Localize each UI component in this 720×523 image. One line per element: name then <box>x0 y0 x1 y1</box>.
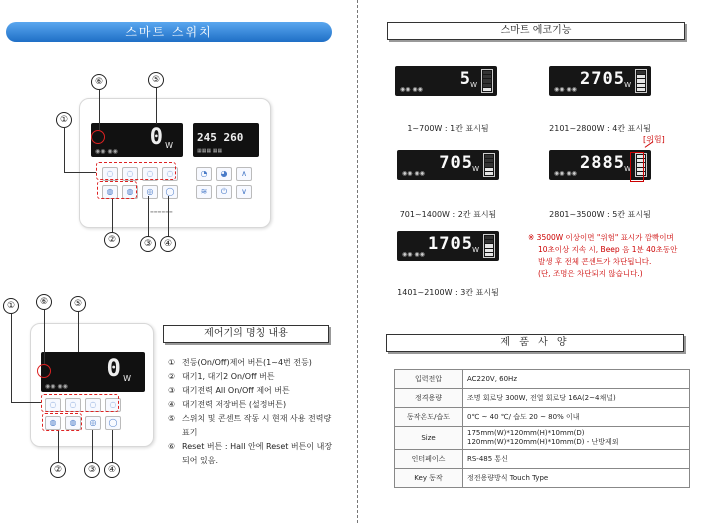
eco-level-bar <box>483 71 491 74</box>
leader-2-small <box>58 431 59 462</box>
spec-key: 입력전압 <box>395 370 463 389</box>
callout-2-small: ② <box>50 462 66 478</box>
thermo-power-button[interactable]: ⏻ <box>216 185 232 199</box>
thermo-fan-button[interactable]: ≋ <box>196 185 212 199</box>
eco-display-panel <box>549 66 651 96</box>
spec-key: Size <box>395 427 463 450</box>
table-row <box>395 450 690 469</box>
table-row <box>395 370 690 389</box>
eco-level-bar <box>485 159 493 162</box>
callout-3: ③ <box>140 236 156 252</box>
thermostat-icons: ▦▦▦ ▦▦ <box>197 148 223 154</box>
callout-3-small: ③ <box>84 462 100 478</box>
leader-2 <box>112 199 113 232</box>
eco-mode-icons: ◉◉ ◉◉ <box>554 170 577 177</box>
leader-5-small <box>78 312 79 352</box>
eco-display-panel <box>397 150 499 180</box>
table-row <box>395 469 690 488</box>
standby-all-button[interactable]: ◎ <box>142 185 158 199</box>
eco-level-bars <box>481 69 493 93</box>
callout-box-light-buttons <box>96 162 176 180</box>
reset-button-marker-small <box>37 364 51 378</box>
spec-value: RS-485 통신 <box>463 450 690 469</box>
eco-power-unit: W <box>624 165 631 173</box>
standby-2-button-small[interactable]: ◍ <box>65 416 81 430</box>
leader-4 <box>168 196 169 236</box>
eco-power-unit: W <box>624 81 631 89</box>
callout-4-small: ④ <box>104 462 120 478</box>
spec-key: 인터페이스 <box>395 450 463 469</box>
light-4-button-small[interactable]: ◌ <box>105 398 121 412</box>
power-display-screen <box>91 123 183 157</box>
eco-level-bar <box>637 88 645 91</box>
eco-caption: 1401~2100W : 3칸 표시됨 <box>397 288 499 297</box>
power-value: 0 <box>149 125 163 150</box>
light-4-button[interactable]: ◌ <box>162 167 178 181</box>
spec-key: Key 동작 <box>395 469 463 488</box>
leader-6 <box>99 90 100 130</box>
eco-power-value: 5 <box>459 69 471 89</box>
leader-1-small <box>11 314 12 402</box>
light-2-button[interactable]: ◌ <box>122 167 138 181</box>
eco-power-value: 2885 <box>580 153 625 173</box>
spec-value: AC220V, 60Hz <box>463 370 690 389</box>
thermo-set-button[interactable]: ◕ <box>216 167 232 181</box>
eco-level-bar <box>483 88 491 91</box>
eco-level-bar <box>485 253 493 256</box>
eco-power-value: 2705 <box>580 69 625 89</box>
eco-level-bar <box>485 163 493 166</box>
callout-5: ⑤ <box>148 72 164 88</box>
eco-power-unit: W <box>472 246 479 254</box>
standby-1-button[interactable]: ◍ <box>102 185 118 199</box>
callout-4: ④ <box>160 236 176 252</box>
device-brand-mark: ▬▬▬▬▬▬ <box>150 209 173 214</box>
table-row <box>395 389 690 408</box>
thermo-down-button[interactable]: ∨ <box>236 185 252 199</box>
power-unit: W <box>165 141 173 150</box>
eco-caption: 2801~3500W : 5칸 표시됨 <box>549 210 651 219</box>
standby-save-button-small[interactable]: ◯ <box>105 416 121 430</box>
standby-1-button-small[interactable]: ◍ <box>45 416 61 430</box>
table-row <box>395 427 690 450</box>
spec-key: 동작온도/습도 <box>395 408 463 427</box>
eco-mode-icons: ◉◉ ◉◉ <box>402 170 425 177</box>
eco-level-bar <box>485 168 493 171</box>
eco-level-bar <box>637 71 645 74</box>
thermo-button-row-1 <box>196 167 252 181</box>
leader-6-small <box>44 310 45 364</box>
eco-caption: 701~1400W : 2칸 표시됨 <box>399 210 497 219</box>
eco-caption: 1~700W : 1칸 표시됨 <box>407 124 489 133</box>
light-1-button-small[interactable]: ◌ <box>45 398 61 412</box>
callout-2: ② <box>104 232 120 248</box>
standby-save-button[interactable]: ◯ <box>162 185 178 199</box>
callout-5-small: ⑤ <box>70 296 86 312</box>
danger-indicator-box <box>630 152 644 182</box>
list-item: ② 대기1, 대기2 On/Off 버튼 <box>168 372 275 381</box>
callout-box-standby-buttons-small <box>42 413 82 431</box>
spec-table <box>394 369 690 488</box>
eco-level-bars <box>635 69 647 93</box>
spec-value: 조명 회로당 300W, 전열 회로당 16A(2~4채널) <box>463 389 690 408</box>
leader-1h <box>64 172 96 173</box>
list-item: ⑤ 스위치 및 콘센트 작동 시 현재 사용 전력량 표기 <box>168 414 332 437</box>
eco-section-title: 스마트 에코기능 <box>387 22 685 40</box>
thermo-up-button[interactable]: ∧ <box>236 167 252 181</box>
mode-icons-small: ◉◉ ◉◉ <box>45 383 68 390</box>
eco-level-bars <box>483 234 495 258</box>
eco-level-bar <box>637 75 645 78</box>
list-item: ③ 대기전력 All On/Off 제어 버튼 <box>168 386 290 395</box>
section-title-smart-switch: 스마트 스위치 <box>6 22 332 42</box>
power-value-small: 0 <box>106 354 121 382</box>
power-display-screen-small <box>41 352 145 392</box>
table-row <box>395 408 690 427</box>
eco-display-panel <box>397 231 499 261</box>
eco-power-unit: W <box>470 81 477 89</box>
component-name-list <box>168 356 338 468</box>
eco-level-bar <box>485 240 493 243</box>
eco-level-bar <box>483 75 491 78</box>
overload-warning: ※ 3500W 이상이면 "위험" 표시가 깜빡이며 10초이상 지속 시, Beep 음 1분 40초동안 발생 후 전체 콘센트가 차단됩니다. (단, 조명은 차단되지 않습니다.) <box>528 233 678 278</box>
eco-power-value: 1705 <box>428 234 473 254</box>
light-1-button[interactable]: ◌ <box>102 167 118 181</box>
spec-key: 정격용량 <box>395 389 463 408</box>
thermo-button-row-2 <box>196 185 252 199</box>
leader-3 <box>148 196 149 236</box>
eco-mode-icons: ◉◉ ◉◉ <box>400 86 423 93</box>
thermostat-display-screen <box>193 123 259 157</box>
light-3-button[interactable]: ◌ <box>142 167 158 181</box>
page-divider <box>357 0 358 523</box>
eco-level-bar <box>485 249 493 252</box>
list-item: ⑥ Reset 버튼 : Hall 안에 Reset 버튼이 내장되어 있음. <box>168 442 333 465</box>
leader-1h-small <box>11 402 41 403</box>
leader-4-small <box>112 430 113 462</box>
thermo-mode-button[interactable]: ◔ <box>196 167 212 181</box>
leader-5 <box>156 88 157 124</box>
danger-label: [위험] <box>643 135 665 144</box>
eco-level-bar <box>483 79 491 82</box>
spec-value: 0℃ ~ 40 ℃/ 습도 20 ~ 80% 이내 <box>463 408 690 427</box>
list-item: ④ 대기전력 저장버튼 (설정버튼) <box>168 400 287 409</box>
eco-display-panel <box>395 66 497 96</box>
mode-icons: ◉◉ ◉◉ <box>95 148 118 155</box>
eco-power-unit: W <box>472 165 479 173</box>
standby-all-button-small[interactable]: ◎ <box>85 416 101 430</box>
reset-button-marker <box>91 130 105 144</box>
spec-section-title: 제 품 사 양 <box>386 334 684 352</box>
eco-power-value: 705 <box>439 153 473 173</box>
eco-level-bar <box>485 155 493 158</box>
eco-level-bar <box>485 244 493 247</box>
leader-1 <box>64 128 65 172</box>
light-3-button-small[interactable]: ◌ <box>85 398 101 412</box>
callout-6-small: ⑥ <box>36 294 52 310</box>
callout-1: ① <box>56 112 72 128</box>
thermostat-temps: 245 260 <box>197 131 244 144</box>
eco-level-bars <box>483 153 495 177</box>
eco-mode-icons: ◉◉ ◉◉ <box>402 251 425 258</box>
eco-level-bar <box>483 84 491 87</box>
eco-level-bar <box>637 84 645 87</box>
spec-value: 175mm(W)*120mm(H)*10mm(D) 120mm(W)*120mm(H)*10mm(D) - 난방제외 <box>463 427 690 450</box>
eco-mode-icons: ◉◉ ◉◉ <box>554 86 577 93</box>
callout-6: ⑥ <box>91 74 107 90</box>
eco-caption: 2101~2800W : 4칸 표시됨 <box>549 124 651 133</box>
light-2-button-small[interactable]: ◌ <box>65 398 81 412</box>
eco-level-bar <box>637 79 645 82</box>
callout-box-standby-buttons <box>97 181 137 199</box>
callout-1-small: ① <box>3 298 19 314</box>
leader-3-small <box>92 430 93 462</box>
eco-level-bar <box>485 172 493 175</box>
list-item: ① 전등(On/Off)제어 버튼(1~4번 전등) <box>168 358 312 367</box>
callout-box-light-buttons-small <box>41 394 119 412</box>
power-unit-small: W <box>123 374 131 383</box>
eco-level-bar <box>485 236 493 239</box>
names-box-title: 제어기의 명칭 내용 <box>163 325 329 343</box>
standby-2-button[interactable]: ◍ <box>122 185 138 199</box>
spec-value: 정전용량방식 Touch Type <box>463 469 690 488</box>
